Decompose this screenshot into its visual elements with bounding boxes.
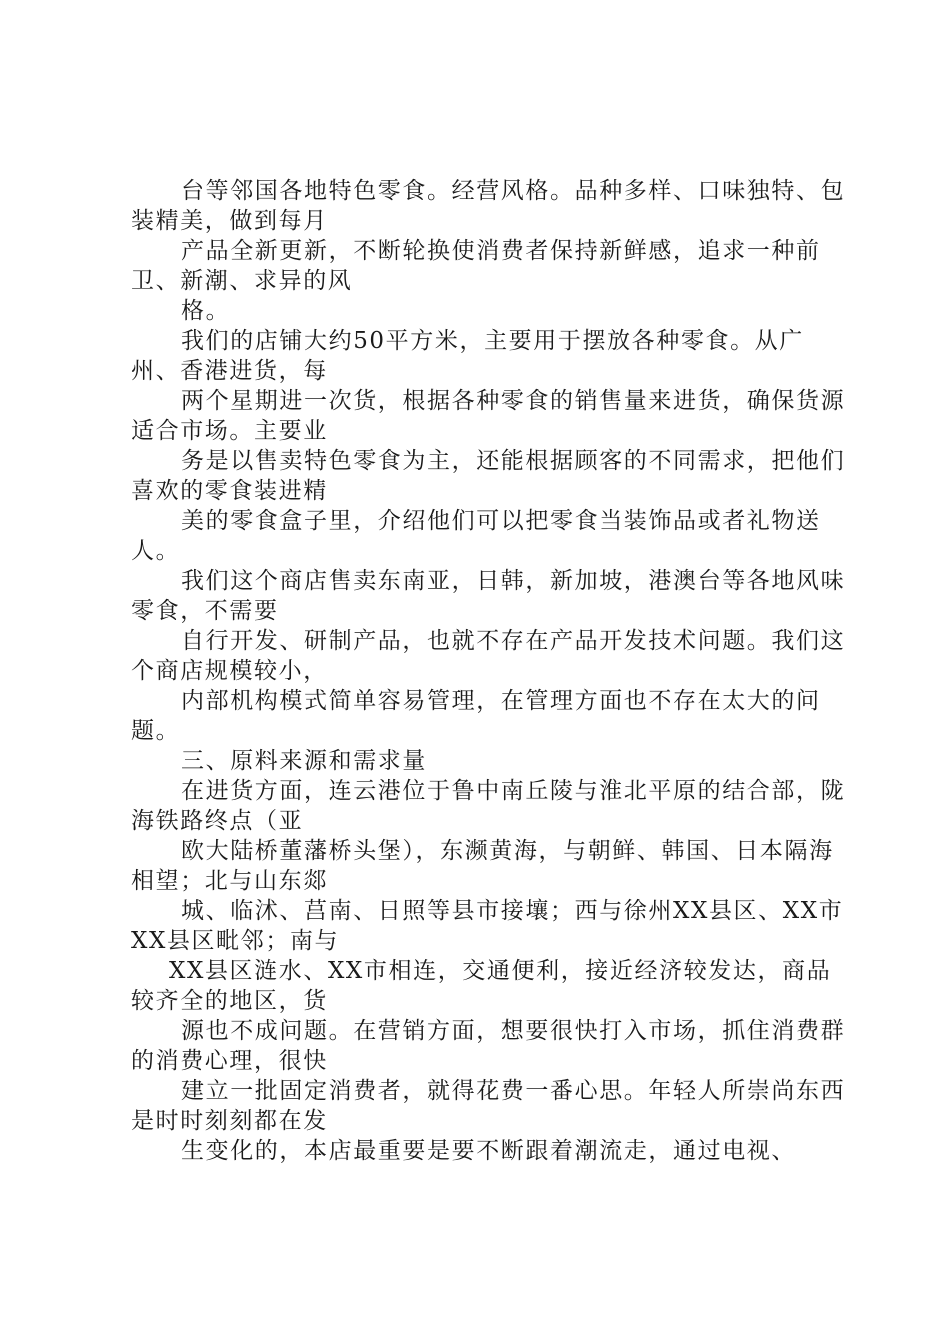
paragraph-12: 在进货方面，连云港位于鲁中南丘陵与淮北平原的结合部，陇海铁路终点（亚 [131, 778, 846, 834]
paragraph-1: 台等邻国各地特色零食。经营风格。品种多样、口味独特、包装精美，做到每月 [131, 178, 846, 234]
paragraph-17: 建立一批固定消费者，就得花费一番心思。年轻人所崇尚东西是时时刻刻都在发 [131, 1078, 846, 1134]
paragraph-6: 务是以售卖特色零食为主，还能根据顾客的不同需求，把他们喜欢的零食装进精 [131, 448, 846, 504]
paragraph-15: XX县区涟水、XX市相连，交通便利，接近经济较发达，商品较齐全的地区，货 [131, 958, 832, 1014]
paragraph-2: 产品全新更新，不断轮换使消费者保持新鲜感，追求一种前卫、新潮、求异的风 [131, 238, 821, 294]
paragraph-4: 我们的店铺大约50平方米，主要用于摆放各种零食。从广州、香港进货，每 [131, 328, 804, 384]
paragraph-3: 格。 [181, 298, 231, 324]
section-heading: 三、原料来源和需求量 [181, 748, 427, 774]
paragraph-16: 源也不成问题。在营销方面，想要很快打入市场，抓住消费群的消费心理，很快 [131, 1018, 846, 1074]
paragraph-13: 欧大陆桥董藩桥头堡），东濒黄海，与朝鲜、韩国、日本隔海相望；北与山东郯 [131, 838, 834, 894]
paragraph-14: 城、临沭、莒南、日照等县市接壤；西与徐州XX县区、XX市XX县区毗邻；南与 [131, 898, 844, 954]
paragraph-7: 美的零食盒子里，介绍他们可以把零食当装饰品或者礼物送人。 [131, 508, 821, 564]
paragraph-18: 生变化的，本店最重要是要不断跟着潮流走，通过电视、 [181, 1138, 796, 1164]
paragraph-10: 内部机构模式简单容易管理，在管理方面也不存在太大的问题。 [131, 688, 821, 744]
paragraph-9: 自行开发、研制产品，也就不存在产品开发技术问题。我们这个商店规模较小， [131, 628, 846, 684]
paragraph-5: 两个星期进一次货，根据各种零食的销售量来进货，确保货源适合市场。主要业 [131, 388, 846, 444]
document-body [131, 176, 851, 1166]
paragraph-8: 我们这个商店售卖东南亚，日韩，新加坡，港澳台等各地风味零食，不需要 [131, 568, 846, 624]
